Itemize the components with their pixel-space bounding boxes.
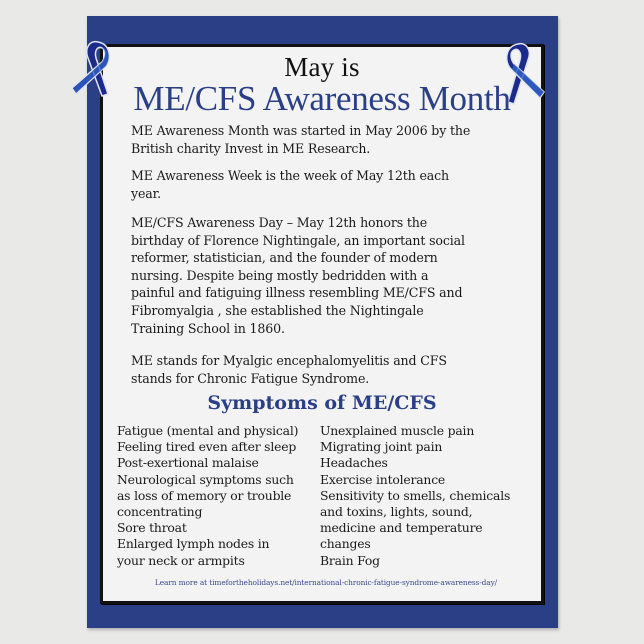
text-line: Fibromyalgia , she established the Nightingale [131, 302, 424, 318]
symptoms-right-column [320, 423, 510, 569]
list-item: Feeling tired even after sleep [117, 439, 297, 455]
page-title: ME/CFS Awareness Month [133, 79, 511, 118]
text-line: Training School in 1860. [131, 320, 285, 336]
list-item: concentrating [117, 504, 203, 520]
list-item: changes [320, 536, 371, 552]
paragraph-day [131, 214, 531, 337]
list-item: Exercise intolerance [320, 471, 446, 487]
list-item: Headaches [320, 455, 388, 471]
list-item: Neurological symptoms such [117, 471, 294, 487]
list-item: medicine and temperature [320, 520, 483, 536]
list-item: Migrating joint pain [320, 439, 443, 455]
paragraph-definition [131, 352, 531, 387]
symptoms-heading: Symptoms of ME/CFS [207, 392, 437, 414]
text-line: British charity Invest in ME Research. [131, 140, 371, 156]
text-line: ME Awareness Week is the week of May 12th each [131, 168, 449, 183]
list-item: Sore throat [117, 520, 187, 536]
text-line: painful and fatiguing illness resembling ME/CFS and [131, 285, 463, 301]
text-line: stands for Chronic Fatigue Syndrome. [131, 370, 370, 386]
header-line1: May is [284, 52, 360, 82]
list-item: Unexplained muscle pain [320, 423, 475, 438]
list-item: Brain Fog [320, 552, 380, 568]
text-line: ME/CFS Awareness Day – May 12th honors the [131, 215, 428, 230]
text-line: nursing. Despite being mostly bedridden with a [131, 267, 429, 283]
text-line: reformer, statistician, and the founder of modern [131, 250, 438, 266]
list-item: as loss of memory or trouble [117, 487, 292, 503]
list-item: Post-exertional malaise [117, 455, 259, 471]
list-item: Fatigue (mental and physical) [117, 423, 299, 438]
text-line: ME stands for Myalgic encephalomyelitis and CFS [131, 353, 447, 368]
text-line: birthday of Florence Nightingale, an important social [131, 232, 465, 248]
list-item: and toxins, lights, sound, [320, 504, 473, 520]
symptoms-left-column [117, 423, 298, 569]
list-item: Enlarged lymph nodes in [117, 536, 270, 552]
list-item: your neck or armpits [117, 552, 245, 568]
paragraph-week [131, 167, 531, 202]
text-line: ME Awareness Month was started in May 2006 by the [131, 123, 471, 138]
list-item: Sensitivity to smells, chemicals [320, 487, 511, 503]
learn-more-link[interactable]: Learn more at timefortheholidays.net/international-chronic-fatigue-syndrome-awareness-day/ [154, 578, 498, 587]
paragraph-month [131, 122, 531, 157]
text-line: year. [131, 185, 161, 201]
